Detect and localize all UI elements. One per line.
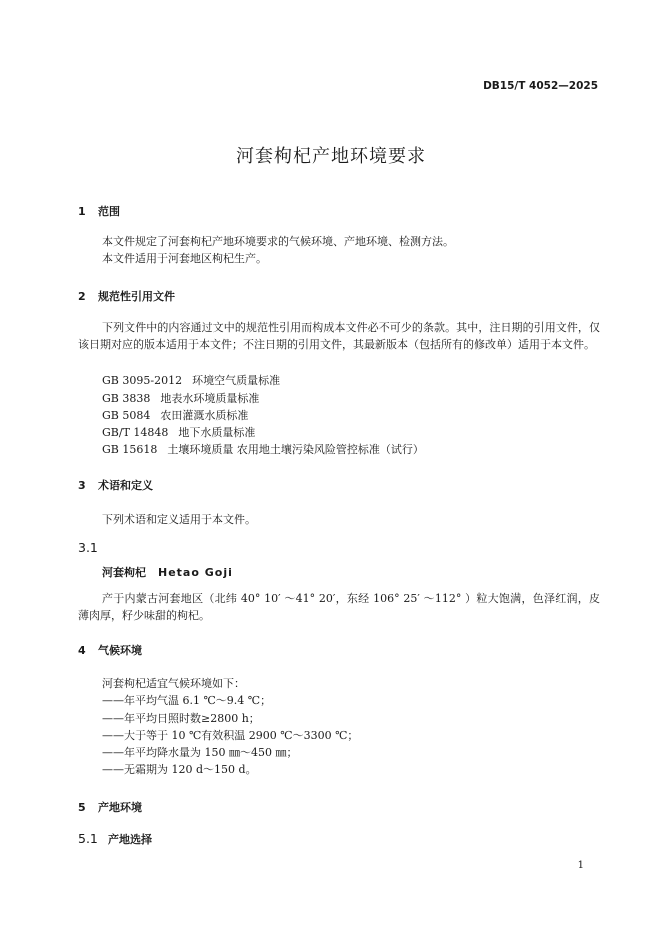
climate-item: ——年平均降水量为 150 ㎜～450 ㎜； [102, 746, 298, 759]
reference-code: GB 3095-2012 [102, 374, 183, 387]
section-number: 1 [78, 205, 86, 218]
terms-intro: 下列术语和定义适用于本文件。 [102, 513, 256, 526]
reference-title: 土壤环境质量 农用地土壤污染风险管控标准（试行） [167, 443, 424, 456]
reference-code: GB 3838 [102, 392, 151, 405]
climate-item: ——年平均气温 6.1 ℃～9.4 ℃； [102, 694, 272, 707]
subsection-heading-3-1 [78, 540, 108, 555]
reference-title: 农田灌溉水质标准 [160, 409, 249, 422]
section-number: 3 [78, 479, 86, 492]
reference-code: GB/T 14848 [102, 426, 169, 439]
section-label: 规范性引用文件 [98, 290, 175, 303]
reference-code: GB 15618 [102, 443, 158, 456]
reference-item [102, 441, 424, 458]
subsection-number: 5.1 [78, 831, 98, 846]
reference-item [102, 407, 248, 424]
scope-paragraph-2: 本文件适用于河套地区枸杞生产。 [102, 252, 267, 265]
section-heading-3 [78, 477, 153, 493]
section-number: 4 [78, 644, 86, 657]
reference-code: GB 5084 [102, 409, 151, 422]
term-definition: 产于内蒙古河套地区（北纬 40° 10′ ～41° 20′，东经 106° 25′ ～112° ）粒大饱满，色泽红润，皮薄肉厚，籽少味甜的枸杞。 [78, 592, 600, 622]
reference-title: 地下水质量标准 [178, 426, 256, 439]
subsection-number: 3.1 [78, 540, 98, 555]
subsection-label: 产地选择 [108, 833, 152, 846]
subsection-heading-5-1 [78, 831, 152, 847]
climate-intro: 河套枸杞适宜气候环境如下： [102, 677, 245, 690]
section-label: 产地环境 [98, 801, 142, 814]
section-label: 范围 [98, 205, 120, 218]
term-entry [102, 564, 233, 580]
section-number: 2 [78, 290, 86, 303]
reference-title: 地表水环境质量标准 [160, 392, 260, 405]
reference-title: 环境空气质量标准 [192, 374, 281, 387]
section-label: 气候环境 [98, 644, 142, 657]
section-heading-4 [78, 642, 142, 658]
standard-code: DB15/T 4052—2025 [483, 80, 598, 92]
section-heading-1 [78, 203, 120, 219]
section-heading-5 [78, 799, 142, 815]
section-label: 术语和定义 [98, 479, 153, 492]
section-heading-2 [78, 288, 175, 304]
reference-item [102, 424, 255, 441]
term-english: Hetao Goji [158, 566, 233, 579]
reference-item [102, 372, 280, 389]
section-number: 5 [78, 801, 86, 814]
normative-refs-intro: 下列文件中的内容通过文中的规范性引用而构成本文件必不可少的条款。其中，注日期的引用文件，仅该日期对应的版本适用于本文件；不注日期的引用文件，其最新版本（包括所有的修改单）适用于本文件。 [78, 321, 600, 351]
page-number: 1 [577, 860, 584, 871]
climate-item: ——大于等于 10 ℃有效积温 2900 ℃～3300 ℃； [102, 729, 359, 742]
term-chinese: 河套枸杞 [102, 566, 146, 579]
document-title: 河套枸杞产地环境要求 [236, 146, 426, 167]
reference-item [102, 390, 259, 407]
scope-paragraph-1: 本文件规定了河套枸杞产地环境要求的气候环境、产地环境、检测方法。 [102, 235, 454, 248]
climate-item: ——年平均日照时数≥2800 h； [102, 712, 260, 725]
climate-item: ——无霜期为 120 d～150 d。 [102, 763, 257, 776]
